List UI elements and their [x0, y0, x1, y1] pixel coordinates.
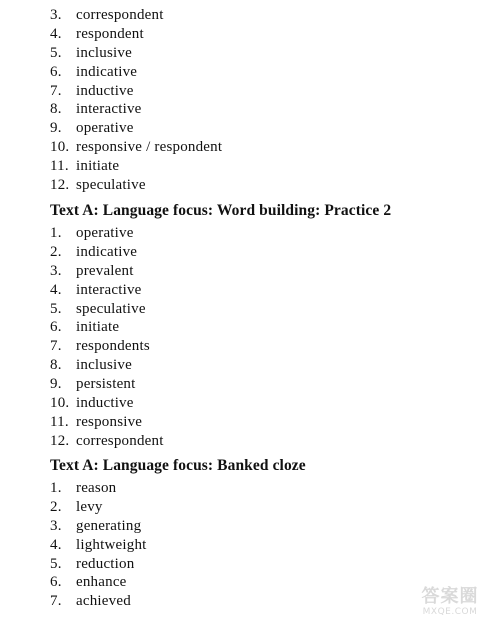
- item-number: 8.: [50, 101, 62, 118]
- item-number: 7.: [50, 82, 62, 99]
- item-number: 7.: [50, 593, 62, 610]
- item-answer: persistent: [76, 376, 136, 393]
- item-answer: reduction: [76, 555, 135, 572]
- item-number: 10.: [50, 395, 70, 412]
- item-answer: reason: [76, 480, 117, 496]
- item-answer: operative: [76, 120, 134, 137]
- item-number: 11.: [50, 158, 69, 175]
- item-number: 7.: [50, 338, 62, 355]
- item-answer: inductive: [76, 395, 134, 412]
- item-answer: responsive: [76, 413, 143, 430]
- item-answer: correspondent: [76, 7, 164, 23]
- list-item: [0, 138, 222, 157]
- list-item: [0, 573, 147, 592]
- item-answer: enhance: [76, 574, 127, 591]
- item-number: 1.: [50, 225, 62, 241]
- item-number: 4.: [50, 25, 62, 42]
- item-number: 8.: [50, 357, 62, 374]
- list-item: [0, 318, 164, 337]
- list-item: [0, 157, 222, 176]
- item-number: 11.: [50, 413, 69, 430]
- item-answer: achieved: [76, 593, 131, 610]
- list-item: [0, 176, 222, 195]
- watermark-domain: MXQE.COM: [422, 607, 478, 617]
- section-heading-banked-cloze: Text A: Language focus: Banked cloze: [50, 457, 306, 474]
- list-item: [0, 517, 147, 536]
- answer-list-word-building-practice-2: [0, 224, 164, 451]
- list-item: [0, 356, 164, 375]
- item-answer: initiate: [76, 319, 120, 336]
- item-answer: speculative: [76, 177, 146, 194]
- answer-list-banked-cloze: [0, 479, 147, 611]
- item-number: 5.: [50, 300, 62, 317]
- list-item: [0, 82, 222, 101]
- item-number: 12.: [50, 432, 70, 449]
- list-item: [0, 555, 147, 574]
- site-watermark: [404, 587, 496, 621]
- list-item: [0, 6, 222, 25]
- list-item: [0, 281, 164, 300]
- item-answer: correspondent: [76, 432, 164, 449]
- list-item: [0, 394, 164, 413]
- item-answer: operative: [76, 225, 134, 241]
- list-item: [0, 375, 164, 394]
- item-answer: interactive: [76, 101, 142, 118]
- list-item: [0, 243, 164, 262]
- item-answer: respondents: [76, 338, 150, 355]
- list-item: [0, 300, 164, 319]
- list-item: [0, 592, 147, 611]
- item-number: 5.: [50, 555, 62, 572]
- answer-list-word-building-practice-1: [0, 6, 222, 195]
- item-answer: respondent: [76, 25, 144, 42]
- item-number: 3.: [50, 7, 62, 23]
- section-heading-word-building-practice-2: Text A: Language focus: Word building: Practice 2: [50, 202, 392, 219]
- item-answer: inductive: [76, 82, 134, 99]
- item-answer: inclusive: [76, 44, 132, 61]
- item-number: 6.: [50, 319, 62, 336]
- list-item: [0, 337, 164, 356]
- item-number: 3.: [50, 262, 62, 279]
- item-number: 3.: [50, 517, 62, 534]
- item-number: 5.: [50, 44, 62, 61]
- list-item: [0, 413, 164, 432]
- list-item: [0, 479, 147, 498]
- item-number: 2.: [50, 243, 62, 260]
- list-item: [0, 25, 222, 44]
- item-answer: indicative: [76, 63, 138, 80]
- item-number: 9.: [50, 120, 62, 137]
- item-number: 10.: [50, 139, 70, 156]
- list-item: [0, 100, 222, 119]
- list-item: [0, 536, 147, 555]
- item-answer: initiate: [76, 158, 120, 175]
- list-item: [0, 63, 222, 82]
- item-answer: prevalent: [76, 262, 134, 279]
- item-number: 6.: [50, 574, 62, 591]
- list-item: [0, 262, 164, 281]
- list-item: [0, 44, 222, 63]
- item-answer: lightweight: [76, 536, 147, 553]
- item-answer: speculative: [76, 300, 146, 317]
- item-number: 6.: [50, 63, 62, 80]
- list-item: [0, 119, 222, 138]
- item-number: 2.: [50, 498, 62, 515]
- item-answer: generating: [76, 517, 142, 534]
- item-answer: levy: [76, 498, 103, 515]
- list-item: [0, 498, 147, 517]
- item-answer: responsive / respondent: [76, 139, 223, 156]
- list-item: [0, 432, 164, 451]
- item-answer: inclusive: [76, 357, 132, 374]
- item-number: 1.: [50, 480, 62, 496]
- item-number: 4.: [50, 536, 62, 553]
- item-answer: interactive: [76, 281, 142, 298]
- item-answer: indicative: [76, 243, 138, 260]
- item-number: 9.: [50, 376, 62, 393]
- list-item: [0, 224, 164, 243]
- item-number: 4.: [50, 281, 62, 298]
- item-number: 12.: [50, 177, 70, 194]
- watermark-logo: 答案圈: [421, 586, 479, 607]
